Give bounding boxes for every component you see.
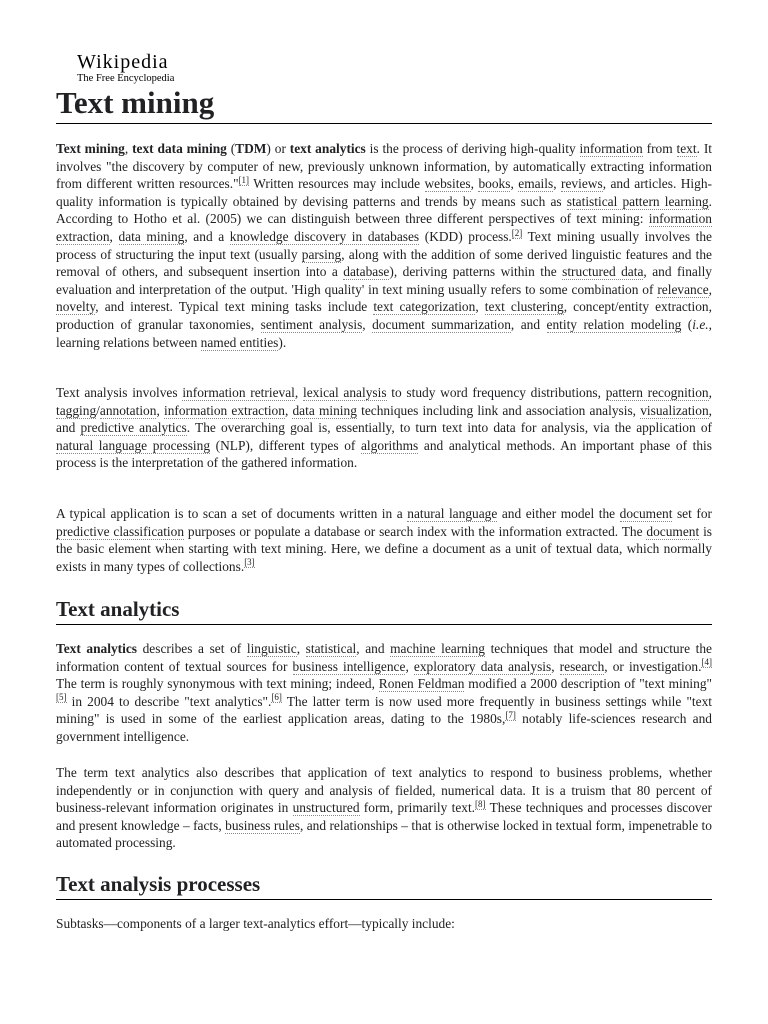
text: (KDD) process. [419, 228, 512, 244]
link-ronen-feldman[interactable]: Ronen Feldman [378, 676, 465, 692]
text: in 2004 to describe "text analytics". [66, 693, 272, 709]
text: ( [226, 141, 236, 156]
paragraph-intro [56, 140, 712, 351]
ref-7[interactable]: [7] [505, 709, 516, 720]
link-data-mining[interactable]: data mining [118, 228, 185, 244]
link-unstructured[interactable]: unstructured [292, 800, 360, 816]
link-structured-data[interactable]: structured data [562, 264, 644, 280]
text: Text mining usually involves the process of structuring the input text (usually [56, 228, 712, 262]
bold-term: Text mining [56, 141, 125, 156]
ref-8[interactable]: [8] [475, 798, 486, 809]
ref-2[interactable]: [2] [511, 227, 523, 238]
link-natural-language-processing[interactable]: natural language processing [56, 437, 211, 453]
link-exploratory-data-analysis[interactable]: exploratory data analysis [413, 658, 552, 674]
link-emails[interactable]: emails [518, 176, 554, 192]
text: , [124, 141, 133, 156]
link-entity-relation-modeling[interactable]: entity relation modeling [546, 316, 682, 332]
ref-3[interactable]: [3] [244, 557, 255, 568]
link-predictive-classification[interactable]: predictive classification [56, 523, 185, 539]
text: form, primarily text. [359, 800, 476, 816]
link-natural-language[interactable]: natural language [407, 506, 498, 521]
logo-wordmark: Wikipedia [77, 51, 169, 73]
link-tagging[interactable]: tagging [56, 402, 97, 418]
link-information-extraction[interactable]: information extraction [56, 211, 712, 244]
link-lexical-analysis[interactable]: lexical analysis [302, 385, 387, 400]
text: , along with the addition of some derived linguistic features and the removal of others, and subsequent insertion into a [56, 246, 712, 280]
text: , and finally evaluation and interpretation of the output. 'High quality' in text mining usually refers to some combination of [56, 264, 712, 297]
text: , or investigation. [604, 658, 702, 674]
text: , and [510, 316, 547, 332]
link-linguistic[interactable]: linguistic [246, 641, 297, 656]
text: , [708, 281, 712, 297]
link-document-summarization[interactable]: document summarization [372, 316, 511, 332]
ref-5[interactable]: [5] [56, 692, 67, 703]
link-text-categorization[interactable]: text categorization [373, 299, 476, 315]
ref-1[interactable]: [1] [238, 174, 250, 185]
text: set for [672, 506, 712, 521]
text: , concept/entity extraction, production of granular taxonomies, [56, 299, 712, 332]
page-title: Text mining [56, 84, 712, 124]
text: The latter term is now used more frequently in business settings while "text mining" is used in some of the earliest application areas, dating to the 1980s, [56, 693, 712, 727]
link-text-clustering[interactable]: text clustering [484, 299, 564, 315]
text: modified a 2000 description of "text mining" [464, 676, 712, 692]
text: Written resources may include [249, 176, 425, 192]
link-statistical[interactable]: statistical [305, 641, 357, 656]
text: . According to Hotho et al. (2005) we can distinguish between three different perspectives of text mining: [56, 193, 712, 227]
link-business-rules[interactable]: business rules [225, 817, 300, 833]
link-information-retrieval[interactable]: information retrieval [182, 385, 295, 400]
link-information-extraction[interactable]: information extraction [163, 402, 285, 418]
text: , [475, 299, 485, 315]
text: , [294, 385, 303, 400]
link-websites[interactable]: websites [424, 176, 471, 192]
text: to study word frequency distributions, [386, 385, 606, 400]
link-database[interactable]: database [343, 264, 390, 280]
text: , and articles. High-quality information is typically obtained by devising patterns and trends by means such as [56, 176, 712, 209]
text: , and interest. Typical text mining tasks include [95, 299, 374, 315]
link-machine-learning[interactable]: machine learning [390, 641, 485, 656]
link-named-entities[interactable]: named entities [200, 334, 279, 350]
text: and either model the [497, 506, 620, 521]
bold-term: TDM [235, 141, 267, 156]
text: is the process of deriving high-quality [365, 141, 580, 156]
text: . It involves "the discovery by computer of new, previously unknown information, by automatically extracting information from different written resources." [56, 141, 712, 192]
text: The term text analytics also describes that application of text analytics to respond to business problems, whether independently or in conjunction with query and analysis of fielded, numerical data. It is a truism that 80 percent of business-relevant information originates in [56, 765, 712, 816]
text: is the basic element when starting with text mining. Here, we define a document as a unit of textual data, which normally exists in many types of collections. [56, 523, 713, 574]
section-heading-text-analysis-processes: Text analysis processes [56, 871, 712, 900]
text: (NLP), different types of [210, 437, 361, 453]
paragraph-text-analytics [56, 640, 712, 746]
link-text[interactable]: text [676, 141, 697, 156]
text: ). [278, 334, 287, 350]
text: techniques that model and structure the information content of textual sources for [56, 641, 712, 674]
text: . The overarching goal is, essentially, to turn text into data for analysis, via the application of [186, 420, 712, 436]
link-sentiment-analysis[interactable]: sentiment analysis [260, 316, 363, 332]
text: , and a [184, 228, 230, 244]
text: / [96, 402, 100, 418]
paragraph-subtasks: Subtasks—components of a larger text-analytics effort—typically include: [56, 916, 455, 931]
text: , [362, 316, 373, 332]
text: techniques including link and association analysis, [356, 402, 641, 418]
text: , [470, 176, 479, 192]
paragraph-term-text-analytics [56, 764, 712, 852]
text: , [551, 658, 560, 674]
logo-tagline: The Free Encyclopedia [77, 73, 175, 84]
text: ( [681, 316, 693, 332]
link-reviews[interactable]: reviews [561, 176, 603, 192]
link-algorithms[interactable]: algorithms [360, 437, 419, 453]
link-document[interactable]: document [619, 506, 673, 521]
text: , [708, 385, 712, 400]
paragraph-typical-application [56, 505, 712, 575]
bold-term: Text analytics [56, 641, 137, 656]
text: , and [356, 641, 391, 656]
text: , and [56, 402, 713, 436]
link-books[interactable]: books [478, 176, 511, 192]
link-predictive-analytics[interactable]: predictive analytics [80, 420, 187, 436]
text: Text analysis involves [56, 385, 183, 400]
ref-6[interactable]: [6] [271, 692, 282, 703]
link-visualization[interactable]: visualization [640, 402, 709, 418]
text: , learning relations between [56, 316, 712, 350]
text: ), deriving patterns within the [389, 264, 563, 280]
text: , [296, 641, 306, 656]
text: These techniques and processes discover and present knowledge – facts, [56, 800, 712, 833]
link-parsing[interactable]: parsing [301, 246, 342, 262]
text: from [642, 141, 677, 156]
text: notably life-sciences research and government intelligence. [56, 711, 713, 744]
text: , [109, 228, 119, 244]
text: , [405, 658, 414, 674]
text: A typical application is to scan a set of documents written in a [56, 506, 408, 521]
link-research[interactable]: research [559, 658, 605, 674]
paragraph-text-analysis [56, 384, 712, 472]
text: describes a set of [137, 641, 247, 656]
bold-term: text analytics [289, 141, 366, 156]
text: , [553, 176, 562, 192]
text: and analytical methods. An important phase of this process is the interpretation of the gathered information. [56, 437, 712, 471]
link-business-intelligence[interactable]: business intelligence [292, 658, 406, 674]
link-kdd[interactable]: knowledge discovery in databases [229, 228, 420, 244]
link-relevance[interactable]: relevance [657, 281, 709, 297]
section-heading-text-analytics: Text analytics [56, 596, 712, 625]
text: , [284, 402, 293, 418]
bold-term: text data mining [132, 141, 227, 156]
link-document[interactable]: document [646, 523, 700, 539]
text: ) or [266, 141, 290, 156]
text: , and relationships – that is otherwise locked in textual form, impenetrable to automated processing. [56, 817, 712, 851]
link-information[interactable]: information [579, 141, 643, 156]
ref-4[interactable]: [4] [701, 657, 712, 668]
text: purposes or populate a database or search index with the information extracted. The [184, 523, 647, 539]
link-statistical-pattern-learning[interactable]: statistical pattern learning [566, 193, 709, 209]
text: The term is roughly synonymous with text mining; indeed, [56, 676, 379, 692]
link-novelty[interactable]: novelty [56, 299, 96, 315]
link-data-mining[interactable]: data mining [292, 402, 357, 418]
wikipedia-logo[interactable] [77, 52, 174, 84]
text: , [510, 176, 519, 192]
link-pattern-recognition[interactable]: pattern recognition [605, 385, 709, 400]
italic-text: i.e. [692, 316, 709, 332]
text: , [156, 402, 164, 418]
link-annotation[interactable]: annotation [99, 402, 157, 418]
